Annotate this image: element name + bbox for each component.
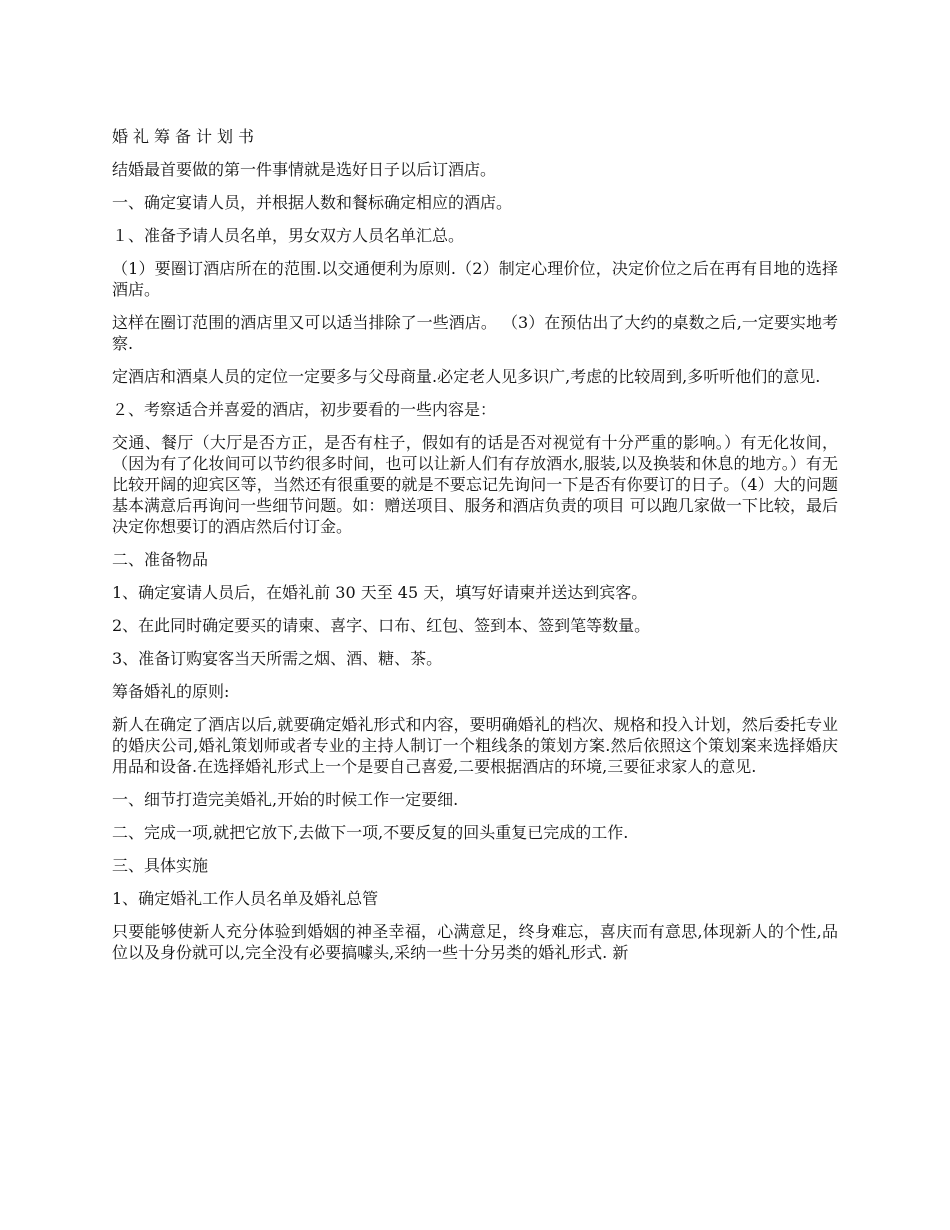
paragraph-17: 三、具体实施: [112, 856, 209, 875]
paragraph-5: 这样在圈订范围的酒店里又可以适当排除了一些酒店。 （3）在预估出了大约的桌数之后,一定要实地考察.: [112, 313, 838, 353]
document-title: 婚礼筹备计划书: [112, 127, 260, 146]
paragraph-3: １、准备予请人员名单，男女双方人员名单汇总。: [112, 226, 465, 245]
paragraph-8: 交通、餐厅（大厅是否方正，是否有柱子，假如有的话是否对视觉有十分严重的影响。）有无化妆间，（因为有了化妆间可以节约很多时间，也可以让新人们有存放酒水,服装,以及换装和休息的地方。）有无比较开阔的迎宾区等，当然还有很重要的就是不要忘记先询问一下是否有你要订的日子。（4）大的问题基本满意后再询问一些细节问题。如：赠送项目、服务和酒店负责的项目 可以跑几家做一下比较，最后决定你想要订的酒店然后付订金。: [112, 433, 838, 536]
paragraph-7: ２、考察适合并喜爱的酒店，初步要看的一些内容是：: [112, 400, 497, 419]
document-page: [112, 126, 838, 975]
paragraph-19: 只要能够使新人充分体验到婚姻的神圣幸福，心满意足，终身难忘，喜庆而有意思,体现新人的个性,品位以及身份就可以,完全没有必要搞噱头,采纳一些十分另类的婚礼形式. 新: [112, 922, 838, 962]
paragraph-9: 二、准备物品: [112, 550, 209, 569]
paragraph-14: 新人在确定了酒店以后,就要确定婚礼形式和内容，要明确婚礼的档次、规格和投入计划，然后委托专业的婚庆公司,婚礼策划师或者专业的主持人制订一个粗线条的策划方案.然后依照这个策划案来选择婚庆用品和设备.在选择婚礼形式上一个是要自己喜爱,二要根据酒店的环境,三要征求家人的意见.: [112, 715, 838, 776]
paragraph-6: 定酒店和酒桌人员的定位一定要多与父母商量.必定老人见多识广,考虑的比较周到,多听听他们的意见.: [112, 367, 821, 386]
paragraph-12: 3、准备订购宴客当天所需之烟、酒、糖、茶。: [112, 649, 443, 668]
paragraph-1: 结婚最首要做的第一件事情就是选好日子以后订酒店。: [112, 160, 497, 179]
paragraph-18: 1、确定婚礼工作人员名单及婚礼总管: [112, 889, 379, 908]
paragraph-4: （1）要圈订酒店所在的范围.以交通便利为原则.（2）制定心理价位，决定价位之后在再有目地的选择酒店。: [112, 259, 838, 299]
paragraph-15: 一、细节打造完美婚礼,开始的时候工作一定要细.: [112, 790, 459, 809]
paragraph-2: 一、确定宴请人员，并根据人数和餐标确定相应的酒店。: [112, 193, 513, 212]
paragraph-10: 1、确定宴请人员后，在婚礼前 30 天至 45 天，填写好请柬并送达到宾客。: [112, 583, 648, 602]
paragraph-16: 二、完成一项,就把它放下,去做下一项,不要反复的回头重复已完成的工作.: [112, 823, 629, 842]
paragraph-13: 筹备婚礼的原则:: [112, 682, 230, 701]
paragraph-11: 2、在此同时确定要买的请柬、喜字、口布、红包、签到本、签到笔等数量。: [112, 616, 651, 635]
